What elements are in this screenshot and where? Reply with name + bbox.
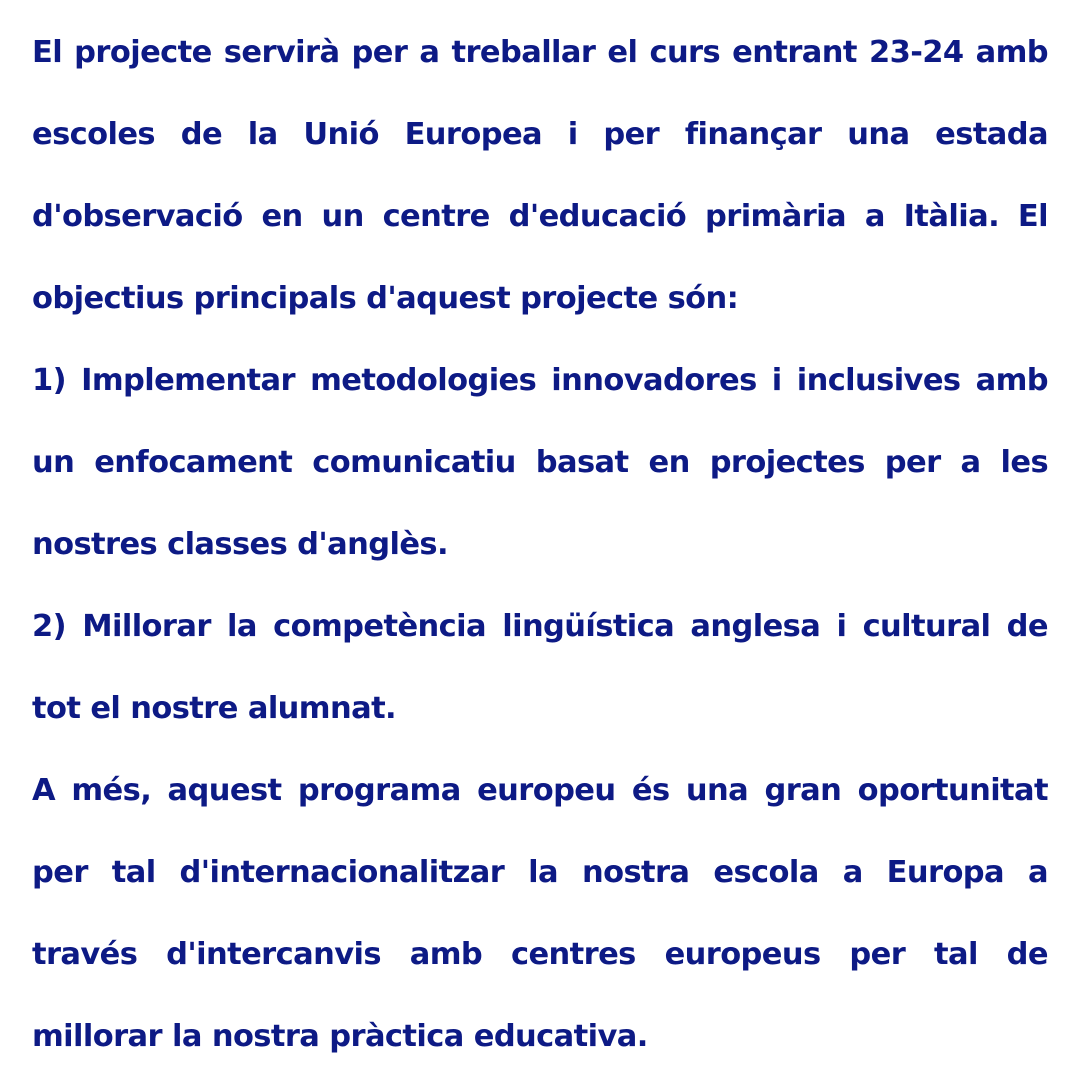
paragraph-conclusion: A més, aquest programa europeu és una gran oportunitat per tal d'internacionalitzar la nostra escola a Europa a través d'intercanvis amb centres europeus per tal de millorar la nostra pràctica educativa.	[32, 773, 1048, 1054]
document-body	[32, 12, 1048, 1078]
paragraph-objective-1: 1) Implementar metodologies innovadores i inclusives amb un enfocament comunicatiu basat en projectes per a les nostres classes d'anglès.	[32, 363, 1048, 562]
paragraph-intro: El projecte servirà per a treballar el curs entrant 23-24 amb escoles de la Unió Europea i per finançar una estada d'observació en un centre d'educació primària a Itàlia. El objectius principals d'aquest projecte són:	[32, 35, 1048, 316]
paragraph-objective-2: 2) Millorar la competència lingüística anglesa i cultural de tot el nostre alumnat.	[32, 609, 1048, 726]
